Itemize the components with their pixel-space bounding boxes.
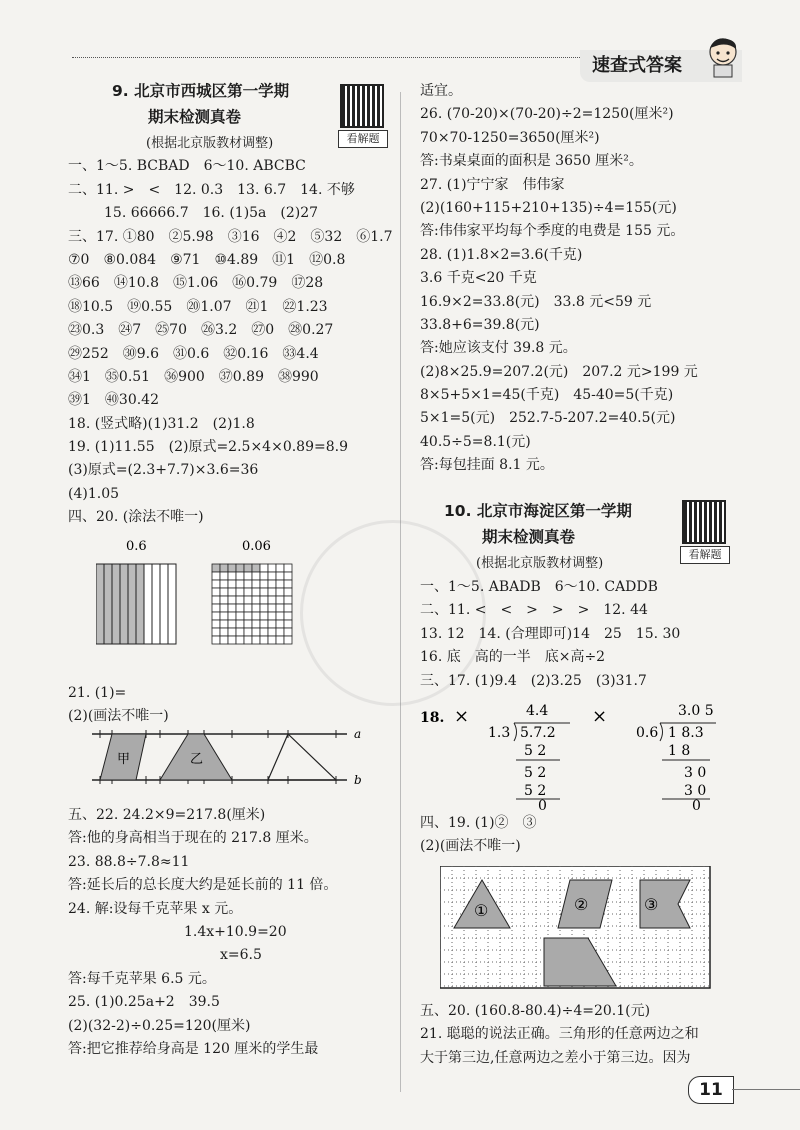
left-answer-c-line: 23. 88.8÷7.8≈11	[68, 853, 190, 870]
left-answer-line: 15. 66666.7 16. (1)5a (2)27	[104, 205, 319, 222]
right-answer-line: 16.9×2=33.8(元) 33.8 元<59 元	[420, 293, 652, 310]
qr-icon	[340, 84, 384, 128]
section-10-title: 10. 北京市海淀区第一学期	[444, 502, 632, 520]
right-answer-b-line: 三、17. (1)9.4 (2)3.25 (3)31.7	[420, 672, 647, 689]
fig19-grid	[440, 866, 712, 990]
q18-mark-2: ×	[592, 706, 608, 727]
section-9-title2: 期末检测真卷	[148, 108, 242, 126]
section-9-answers	[68, 155, 393, 529]
left-answer-line: 三、17. ①80 ②5.98 ③16 ④2 ⑤32 ⑥1.7	[68, 228, 393, 245]
fig21-line-a: a	[354, 728, 362, 741]
left-answer-line: ⑦0 ⑧0.084 ⑨71 ⑩4.89 ⑪1 ⑫0.8	[68, 251, 346, 268]
div2-step-3: 3 0	[684, 783, 707, 799]
right-answer-line: 70×70-1250=3650(厘米²)	[420, 129, 600, 146]
fig19-label-3: ③	[644, 895, 659, 914]
right-answer-line: (2)8×25.9=207.2(元) 207.2 元>199 元	[420, 363, 698, 380]
section-10-answers	[420, 576, 740, 693]
fig20-shading	[96, 536, 336, 656]
left-answer-c-line: 答:每千克苹果 6.5 元。	[68, 970, 216, 987]
right-answer-line: 26. (70-20)×(70-20)÷2=1250(厘米²)	[420, 106, 674, 123]
left-answer-line: (4)1.05	[68, 485, 120, 502]
div1-divisor: 1.3	[488, 725, 511, 741]
right-answer-b-line: 一、1～5. ABADB 6～10. CADDB	[420, 579, 658, 595]
div1-quotient: 4.4	[526, 703, 549, 719]
div1-step-4: 0	[538, 798, 547, 812]
right-answer-b-line: 二、11. < < > > > 12. 44	[420, 602, 648, 619]
right-answer-d-line: 大于第三边,任意两边之差小于第三边。因为	[420, 1049, 691, 1066]
left-answer-c-line: 答:延长后的总长度大约是延长前的 11 倍。	[68, 877, 338, 894]
left-answer-line: ㊴1 ㊵30.42	[68, 392, 159, 409]
fig21-shape2: 乙	[190, 752, 204, 767]
fig21-shape1: 甲	[117, 752, 131, 767]
left-answer-c-line: x=6.5	[220, 947, 262, 964]
section-10-title2: 期末检测真卷	[482, 528, 576, 546]
top-dotted-rule	[72, 57, 582, 58]
div2-quotient: 3.0 5	[678, 703, 714, 719]
fig19-label-2: ②	[574, 895, 589, 914]
page-footer-rule	[732, 1089, 800, 1090]
q19-line-1: 四、19. (1)② ③	[420, 815, 537, 831]
left-answer-line: ㉓0.3 ㉔7 ㉕70 ㉖3.2 ㉗0 ㉘0.27	[68, 322, 334, 339]
left-answer-c-line: 五、22. 24.2×9=217.8(厘米)	[68, 807, 266, 823]
right-answer-line: (2)(160+115+210+135)÷4=155(元)	[420, 199, 677, 216]
right-answer-b-line: 16. 底 高的一半 底×高÷2	[420, 649, 606, 666]
div1-dividend: 5.7.2	[520, 725, 556, 741]
right-answer-line: 答:书桌桌面的面积是 3650 厘米²。	[420, 153, 643, 170]
left-answer-line: 一、1～5. BCBAD 6～10. ABCBC	[68, 158, 306, 175]
div1-step-1: 5 2	[524, 743, 547, 759]
div2-dividend: 1 8.3	[668, 725, 704, 741]
fig20-label-1: 0.6	[126, 539, 147, 554]
section-10-answers-d	[420, 1000, 740, 1070]
left-answer-line: ㉙252 ㉚9.6 ㉛0.6 ㉜0.16 ㉝4.4	[68, 345, 319, 362]
right-answer-line: 40.5÷5=8.1(元)	[420, 433, 531, 450]
right-answer-line: 适宜。	[420, 83, 462, 99]
fig21-line-b: b	[354, 773, 362, 787]
left-answer-line: 四、20. (涂法不唯一)	[68, 509, 204, 526]
q18-label: 18.	[420, 710, 445, 726]
q19-line-2: (2)(画法不唯一)	[420, 838, 521, 855]
section-9-title: 9. 北京市西城区第一学期	[112, 82, 290, 100]
section-10-subtitle: (根据北京版教材调整)	[476, 556, 604, 571]
left-answer-c-line: (2)(32-2)÷0.25=120(厘米)	[68, 1017, 251, 1034]
qr-icon	[682, 500, 726, 544]
left-answer-line: 18. (竖式略)(1)31.2 (2)1.8	[68, 415, 255, 432]
left-answer-line: ⑬66 ⑭10.8 ⑮1.06 ⑯0.79 ⑰28	[68, 275, 324, 292]
left-answer-c-line: 1.4x+10.9=20	[184, 923, 287, 940]
section-9-subtitle: (根据北京版教材调整)	[146, 136, 274, 151]
section-9-answers-cont	[420, 80, 740, 478]
qr-label: 看解题	[680, 546, 730, 564]
left-answer-line: 二、11. > < 12. 0.3 13. 6.7 14. 不够	[68, 181, 355, 198]
q21-line-2: (2)(画法不唯一)	[68, 708, 169, 725]
div2-step-4: 0	[692, 798, 701, 812]
right-answer-line: 3.6 千克<20 千克	[420, 270, 537, 287]
left-column-b	[68, 682, 380, 729]
left-answer-line: 19. (1)11.55 (2)原式=2.5×4×0.89=8.9	[68, 439, 348, 456]
section-9-answers-c	[68, 804, 380, 1061]
right-answer-b-line: 13. 12 14. (合理即可)14 25 15. 30	[420, 625, 681, 642]
right-answer-line: 答:她应该支付 39.8 元。	[420, 340, 577, 357]
left-answer-c-line: 答:他的身高相当于现在的 217.8 厘米。	[68, 830, 318, 847]
left-answer-c-line: 25. (1)0.25a+2 39.5	[68, 994, 220, 1011]
right-answer-line: 28. (1)1.8×2=3.6(千克)	[420, 246, 583, 263]
div2-step-2: 3 0	[684, 765, 707, 781]
right-answer-d-line: 五、20. (160.8-80.4)÷4=20.1(元)	[420, 1003, 651, 1019]
left-answer-line: (3)原式=(2.3+7.7)×3.6=36	[68, 462, 259, 479]
right-answer-d-line: 21. 聪聪的说法正确。三角形的任意两边之和	[420, 1026, 699, 1043]
div1-step-2: 5 2	[524, 765, 547, 781]
fig19-label-1: ①	[474, 901, 489, 920]
right-answer-line: 答:每包挂面 8.1 元。	[420, 457, 554, 474]
q18-mark-1: ×	[454, 706, 470, 727]
right-answer-line: 27. (1)宁宁家 伟伟家	[420, 176, 565, 193]
left-answer-line: ⑱10.5 ⑲0.55 ⑳1.07 ㉑1 ㉒1.23	[68, 298, 328, 315]
right-answer-line: 33.8+6=39.8(元)	[420, 316, 540, 333]
fig21-parallel-lines	[92, 728, 372, 788]
left-answer-c-line: 答:把它推荐给身高是 120 厘米的学生最	[68, 1040, 319, 1057]
div1-step-3: 5 2	[524, 783, 547, 799]
left-column	[68, 80, 393, 554]
left-answer-line: ㉞1 ㉟0.51 ㊱900 ㊲0.89 ㊳990	[68, 368, 319, 385]
q19-text	[420, 812, 740, 859]
div2-divisor: 0.6	[636, 725, 659, 741]
right-answer-line: 答:伟伟家平均每个季度的电费是 155 元。	[420, 223, 685, 240]
page-number: 11	[688, 1076, 734, 1104]
left-answer-c-line: 24. 解:设每千克苹果 x 元。	[68, 900, 243, 917]
answer-key-tag: 速查式答案	[580, 50, 742, 82]
div2-step-1: 1 8	[668, 743, 691, 759]
mascot-icon	[705, 36, 741, 78]
right-answer-line: 8×5+5×1=45(千克) 45-40=5(千克)	[420, 387, 674, 404]
q21-line-1: 21. (1)=	[68, 685, 127, 701]
q18-long-division	[420, 697, 740, 812]
right-answer-line: 5×1=5(元) 252.7-5-207.2=40.5(元)	[420, 410, 676, 427]
fig20-label-2: 0.06	[242, 539, 271, 554]
qr-label: 看解题	[338, 130, 388, 148]
